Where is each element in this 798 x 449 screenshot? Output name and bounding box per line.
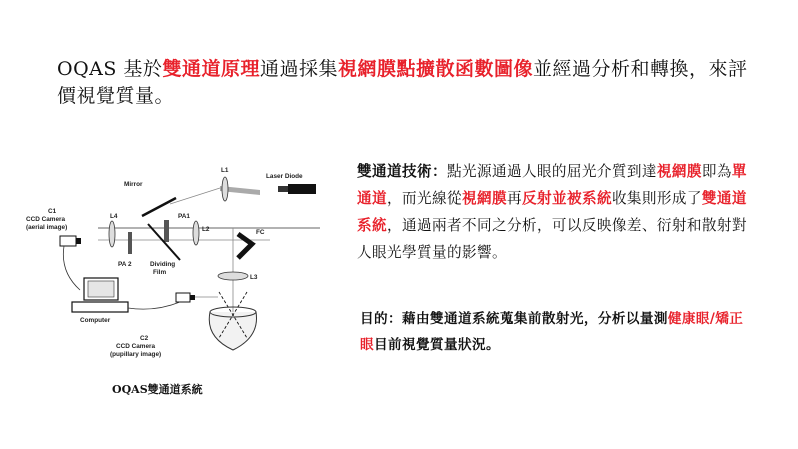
description-text-1: 點光源通過人眼的屈光介質到達 <box>446 163 657 180</box>
label-c1: C1 <box>48 208 57 215</box>
label-film: Film <box>153 269 167 276</box>
ccd-camera-c1 <box>60 236 76 246</box>
label-pa1: PA1 <box>178 213 190 220</box>
description-text-3: ，而光線從 <box>387 190 462 207</box>
computer-base <box>72 302 128 312</box>
label-l3: L3 <box>250 274 258 281</box>
headline-prefix: OQAS 基於 <box>57 58 163 80</box>
oqas-optical-diagram <box>20 162 340 372</box>
field-corrector-fc <box>238 234 252 258</box>
eye <box>209 312 256 350</box>
laser-diode-nozzle <box>278 186 288 192</box>
diagram-caption: OQAS雙通道系統 <box>112 383 203 396</box>
computer-screen <box>88 281 114 297</box>
laser-diode <box>288 184 316 194</box>
ccd-camera-c2 <box>176 293 190 302</box>
description-text-6: ，通過兩者不同之分析，可以反映像差、衍射和散射對人眼光學質量的影響。 <box>357 217 747 261</box>
description-red-4: 反射並被系統 <box>521 190 612 207</box>
label-computer: Computer <box>80 317 111 324</box>
pupil-aperture-pa2 <box>128 232 132 254</box>
ccd-camera-c2-lens <box>190 295 195 300</box>
description-red-1: 視網膜 <box>656 163 702 180</box>
label-c2: C2 <box>140 335 149 342</box>
label-l1: L1 <box>221 167 229 174</box>
label-c2-pupillary: (pupillary image) <box>110 351 162 358</box>
label-l2: L2 <box>202 226 210 233</box>
label-fc: FC <box>256 229 265 236</box>
lens-l1 <box>222 177 228 201</box>
headline-highlight-dual-pass: 雙通道原理 <box>162 58 260 80</box>
description-heading: 雙通道技術： <box>357 163 447 180</box>
label-c1-aerial: (aerial image) <box>26 224 68 231</box>
description-red-2: 單通道 <box>357 163 747 207</box>
label-pa2: PA 2 <box>118 261 132 268</box>
lens-l2 <box>193 221 199 245</box>
purpose-text <box>360 306 750 358</box>
label-laser-diode: Laser Diode <box>266 173 303 180</box>
laser-path <box>170 188 220 204</box>
headline <box>57 56 757 110</box>
headline-suffix: 並經過分析和轉換，來評價視覺質量。 <box>57 58 748 107</box>
dual-pass-description <box>357 158 749 266</box>
purpose-text-1: 目的：藉由雙通道系統蒐集前散射光，分析以量測 <box>360 311 668 327</box>
headline-highlight-psf: 視網膜點擴散函數圖像 <box>337 58 533 80</box>
cable-c2 <box>128 302 180 309</box>
label-mirror: Mirror <box>124 181 143 188</box>
cable-c1 <box>63 246 80 290</box>
description-red-5: 雙通道系統 <box>357 190 747 234</box>
label-c1-ccd: CCD Camera <box>26 216 66 223</box>
ccd-camera-c1-lens <box>76 238 81 244</box>
description-text-2: 即為 <box>701 163 732 180</box>
label-c2-ccd: CCD Camera <box>116 343 156 350</box>
purpose-red: 健康眼/矯正眼 <box>360 311 744 353</box>
pupil-aperture-pa1 <box>164 220 169 242</box>
mirror <box>142 198 176 216</box>
description-red-3: 視網膜 <box>461 190 507 207</box>
headline-mid: 通過採集 <box>259 58 338 80</box>
description-text-5: 收集則形成了 <box>611 190 702 207</box>
label-dividing: Dividing <box>150 261 176 268</box>
purpose-text-2: 目前視覺質量狀況。 <box>374 337 500 353</box>
lens-l3 <box>218 272 248 280</box>
lens-l4 <box>109 221 115 247</box>
description-text-4: 再 <box>506 190 522 207</box>
label-l4: L4 <box>110 213 118 220</box>
